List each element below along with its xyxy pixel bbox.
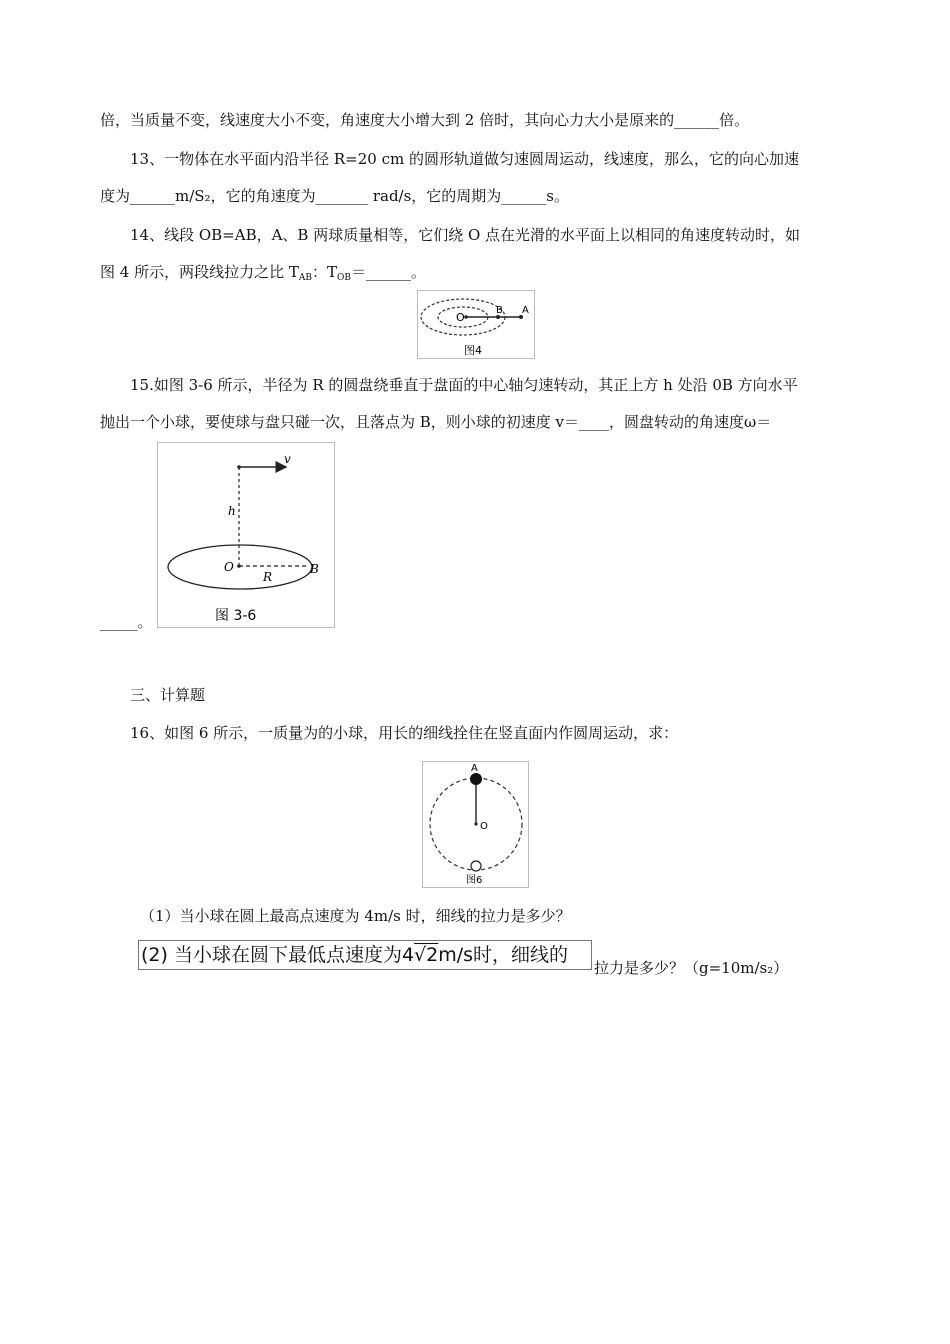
label-h: h bbox=[228, 504, 236, 518]
q14-text-pre: 图 4 所示，两段线拉力之比 T bbox=[100, 263, 299, 281]
figure-4-caption: 图4 bbox=[464, 344, 482, 357]
label-o: O bbox=[224, 560, 234, 574]
question-14-line-2 bbox=[100, 262, 426, 288]
question-14-line-1: 14、线段 OB=AB，A、B 两球质量相等，它们绕 O 点在光滑的水平面上以相同的角速度转动时，如 bbox=[130, 226, 801, 244]
figure-4-diagram bbox=[418, 291, 534, 358]
question-15-line-2: 抛出一个小球，要使球与盘只碰一次，且落点为 B，则小球的初速度 v＝____，圆盘转动的角速度ω＝ bbox=[100, 413, 772, 431]
question-13-line-2: 度为______m/S₂，它的角速度为_______ rad/s，它的周期为______s。 bbox=[100, 187, 570, 205]
q14-text-post: ＝______。 bbox=[351, 263, 427, 281]
q14-subscript-ab: AB bbox=[298, 273, 312, 283]
q14-subscript-ob: OB bbox=[337, 273, 351, 283]
text-line-1: 倍，当质量不变，线速度大小不变，角速度大小增大到 2 倍时，其向心力大小是原来的______倍。 bbox=[100, 111, 750, 129]
figure-3-6 bbox=[157, 442, 335, 628]
section-3-heading: 三、计算题 bbox=[130, 686, 206, 704]
figure-3-6-diagram bbox=[158, 443, 334, 627]
q16-part2-pre: (2) 当小球在圆下最低点速度为4 bbox=[141, 944, 415, 966]
label-b: B bbox=[310, 562, 319, 576]
label-a: A bbox=[522, 305, 529, 316]
label-r: R bbox=[263, 570, 273, 584]
q14-text-mid: ：T bbox=[311, 263, 337, 281]
label-o: O bbox=[456, 311, 465, 324]
question-16-line: 16、如图 6 所示，一质量为的小球，用长的细线拴住在竖直面内作圆周运动，求： bbox=[130, 724, 679, 742]
label-o: O bbox=[480, 821, 488, 832]
question-16-part-2-tail: 拉力是多少？（g=10m/s₂） bbox=[594, 959, 789, 977]
question-16-part-1: （1）当小球在圆上最高点速度为 4m/s 时，细线的拉力是多少？ bbox=[140, 907, 571, 925]
figure-4 bbox=[417, 290, 535, 359]
label-v: v bbox=[284, 452, 291, 466]
center-point bbox=[474, 822, 477, 825]
question-13-line-1: 13、一物体在水平面内沿半径 R=20 cm 的圆形轨道做匀速圆周运动，线速度，那么，它的向心加速 bbox=[130, 150, 799, 168]
figure-6-caption: 图6 bbox=[466, 875, 483, 886]
question-15-line-3: _____。 bbox=[100, 613, 153, 631]
q16-part2-post: m/s时，细线的 bbox=[438, 944, 569, 966]
question-16-part-2-image bbox=[138, 940, 592, 970]
figure-6 bbox=[422, 761, 529, 888]
q16-part2-sqrt: √2 bbox=[414, 944, 439, 966]
ball-bottom bbox=[471, 861, 481, 871]
ball-top bbox=[470, 773, 482, 785]
label-b: B bbox=[496, 305, 503, 316]
figure-6-diagram bbox=[423, 762, 528, 887]
question-15-line-1: 15.如图 3-6 所示，半径为 R 的圆盘绕垂直于盘面的中心轴匀速转动，其正上方 h 处沿 0B 方向水平 bbox=[130, 376, 798, 394]
figure-3-6-caption: 图 3-6 bbox=[215, 608, 257, 624]
center-point bbox=[464, 315, 468, 319]
label-a: A bbox=[471, 763, 478, 774]
